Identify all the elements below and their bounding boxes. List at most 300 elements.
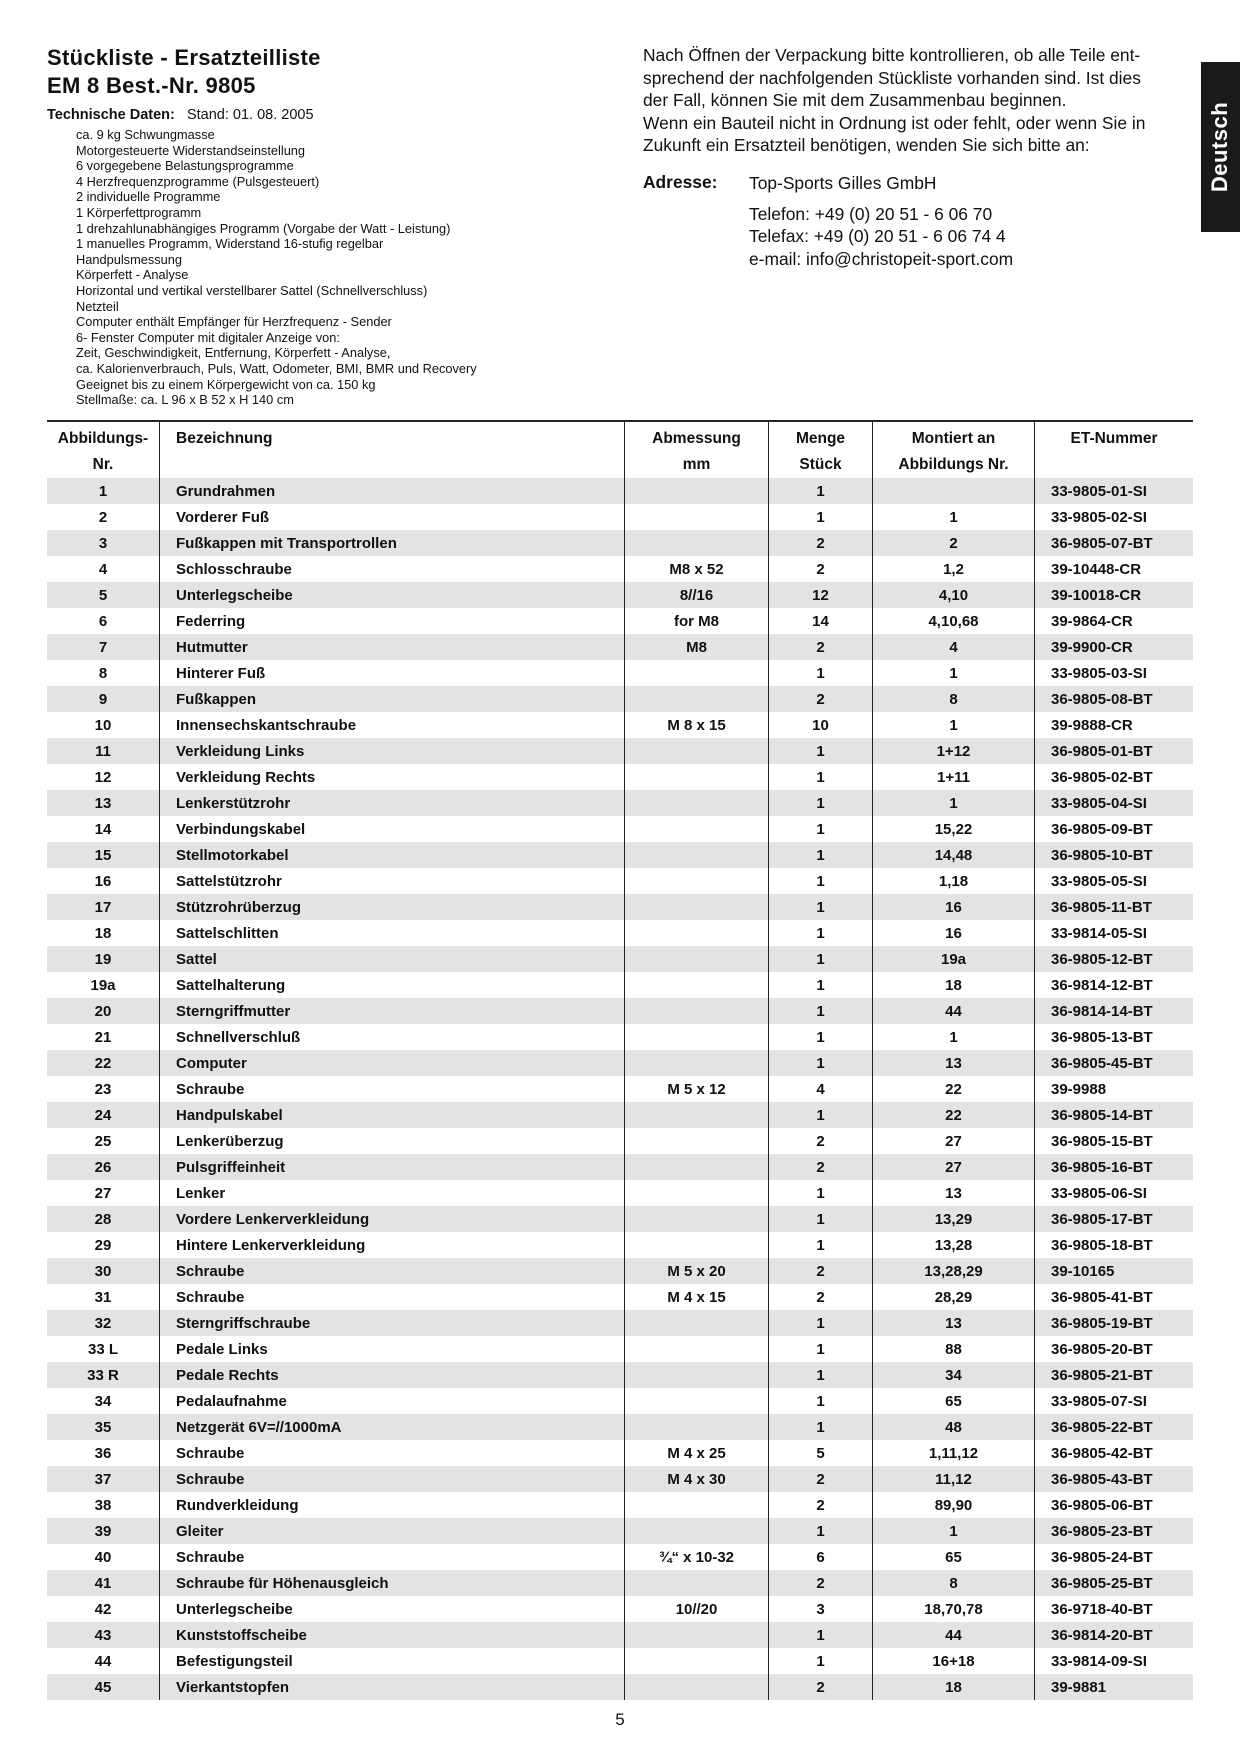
intro-line: Nach Öffnen der Verpackung bitte kontrollieren, ob alle Teile ent-	[643, 45, 1141, 65]
cell-nr: 35	[47, 1414, 160, 1440]
cell-abmessung: M 4 x 30	[625, 1466, 769, 1492]
cell-abmessung	[625, 1518, 769, 1544]
table-row	[47, 1050, 1193, 1076]
table-row	[47, 1206, 1193, 1232]
cell-et-nummer: 36-9805-22-BT	[1035, 1414, 1194, 1440]
title-line-1: Stückliste - Ersatzteilliste	[47, 45, 321, 70]
cell-montiert: 1	[873, 660, 1035, 686]
cell-montiert: 1	[873, 504, 1035, 530]
cell-abmessung	[625, 790, 769, 816]
spec-item: Zeit, Geschwindigkeit, Entfernung, Körperfett - Analyse,	[76, 345, 391, 361]
spec-item: ca. Kalorienverbrauch, Puls, Watt, Odometer, BMI, BMR und Recovery	[76, 360, 477, 376]
cell-montiert: 4,10	[873, 582, 1035, 608]
cell-abmessung	[625, 504, 769, 530]
cell-menge: 2	[769, 1466, 873, 1492]
cell-montiert: 22	[873, 1076, 1035, 1102]
cell-et-nummer: 36-9805-23-BT	[1035, 1518, 1194, 1544]
language-tab-label: Deutsch	[1207, 101, 1233, 193]
cell-montiert: 13	[873, 1050, 1035, 1076]
cell-bezeichnung: Unterlegscheibe	[160, 582, 625, 608]
table-row	[47, 1102, 1193, 1128]
cell-nr: 13	[47, 790, 160, 816]
table-row	[47, 998, 1193, 1024]
header-nr: Abbildungs- Nr.	[47, 421, 160, 478]
address-company: Top-Sports Gilles GmbH	[749, 173, 937, 193]
page-number: 5	[615, 1710, 625, 1729]
cell-nr: 25	[94, 1132, 112, 1150]
address-label: Adresse:	[643, 172, 718, 192]
table-row	[47, 556, 1193, 582]
cell-et-nummer: 39-9900-CR	[1035, 634, 1194, 660]
cell-abmessung	[625, 1232, 769, 1258]
cell-montiert: 22	[873, 1102, 1035, 1128]
table-header-row	[47, 421, 1193, 478]
header-bezeichnung: Bezeichnung	[160, 421, 625, 478]
cell-bezeichnung: Schraube	[160, 1466, 625, 1492]
cell-nr: 44	[94, 1652, 112, 1670]
table-row	[47, 920, 1193, 946]
cell-menge: 2	[769, 556, 873, 582]
cell-et-nummer: 36-9805-25-BT	[1035, 1570, 1194, 1596]
header-montiert: Montiert an Abbildungs Nr.	[873, 421, 1035, 478]
table-row	[47, 660, 1193, 686]
cell-abmessung	[625, 1024, 769, 1050]
cell-et-nummer: 39-9881	[1035, 1674, 1194, 1700]
cell-bezeichnung: Befestigungsteil	[160, 1648, 625, 1674]
cell-nr: 30	[47, 1258, 160, 1284]
cell-nr: 38	[94, 1496, 112, 1514]
cell-et-nummer: 36-9805-43-BT	[1035, 1466, 1194, 1492]
cell-menge: 1	[769, 868, 873, 894]
spec-item: 6 vorgegebene Belastungsprogramme	[76, 158, 294, 174]
cell-nr: 36	[94, 1444, 112, 1462]
cell-nr: 29	[94, 1236, 112, 1254]
cell-et-nummer: 33-9814-05-SI	[1035, 920, 1194, 946]
cell-abmessung: 10//20	[625, 1596, 769, 1622]
table-row	[47, 608, 1193, 634]
cell-bezeichnung: Schraube	[160, 1544, 625, 1570]
cell-bezeichnung: Unterlegscheibe	[160, 1596, 625, 1622]
intro-line: Wenn ein Bauteil nicht in Ordnung ist oder fehlt, oder wenn Sie in	[643, 112, 1146, 133]
cell-menge: 1	[769, 764, 873, 790]
cell-montiert: 13,28	[873, 1232, 1035, 1258]
cell-abmessung: M8 x 52	[625, 556, 769, 582]
title-line-2: EM 8 Best.-Nr. 9805	[47, 73, 256, 98]
cell-menge: 1	[769, 478, 873, 504]
cell-montiert: 27	[873, 1128, 1035, 1154]
cell-abmessung	[625, 1674, 769, 1700]
cell-bezeichnung: Stützrohrüberzug	[160, 894, 625, 920]
cell-menge: 1	[769, 1362, 873, 1388]
cell-nr: 20	[47, 998, 160, 1024]
cell-menge: 1	[769, 738, 873, 764]
cell-abmessung	[625, 1050, 769, 1076]
document-title	[47, 44, 321, 100]
cell-nr: 17	[47, 894, 160, 920]
cell-montiert: 65	[873, 1388, 1035, 1414]
spec-item: 4 Herzfrequenzprogramme (Pulsgesteuert)	[76, 173, 320, 189]
cell-montiert: 13,29	[873, 1206, 1035, 1232]
spec-item: 6- Fenster Computer mit digitaler Anzeige von:	[76, 329, 340, 345]
cell-montiert: 11,12	[873, 1466, 1035, 1492]
cell-montiert: 2	[873, 530, 1035, 556]
cell-abmessung: ¾“ x 10-32	[625, 1544, 769, 1570]
cell-montiert: 15,22	[873, 816, 1035, 842]
table-row	[47, 816, 1193, 842]
cell-abmessung: M8	[625, 634, 769, 660]
cell-nr: 23	[94, 1080, 112, 1098]
cell-montiert: 8	[873, 1570, 1035, 1596]
tech-data-label: Technische Daten:	[47, 107, 175, 123]
cell-abmessung	[625, 1648, 769, 1674]
table-row	[47, 1518, 1193, 1544]
table-row	[47, 1310, 1193, 1336]
table-row	[47, 712, 1193, 738]
cell-et-nummer: 39-9864-CR	[1035, 608, 1194, 634]
cell-nr: 34	[94, 1392, 112, 1410]
cell-montiert: 1	[873, 1518, 1035, 1544]
cell-et-nummer: 33-9805-07-SI	[1035, 1388, 1194, 1414]
cell-menge: 1	[769, 790, 873, 816]
cell-nr: 6	[98, 612, 108, 630]
cell-et-nummer: 36-9805-20-BT	[1035, 1336, 1194, 1362]
cell-nr: 40	[94, 1548, 112, 1566]
cell-abmessung	[625, 1362, 769, 1388]
spec-list	[76, 127, 477, 408]
cell-menge: 1	[769, 946, 873, 972]
tech-data-stand: Stand: 01. 08. 2005	[186, 107, 314, 123]
cell-nr: 11	[47, 738, 160, 764]
spec-item: Netzteil	[76, 298, 119, 314]
cell-abmessung	[625, 1154, 769, 1180]
cell-nr: 4	[98, 560, 108, 578]
cell-menge: 1	[769, 894, 873, 920]
cell-abmessung	[625, 972, 769, 998]
cell-menge: 2	[769, 1674, 873, 1700]
cell-et-nummer: 36-9805-02-BT	[1035, 764, 1194, 790]
language-tab	[1201, 62, 1240, 232]
table-row	[47, 972, 1193, 998]
cell-menge: 2	[769, 1128, 873, 1154]
cell-nr: 14	[94, 820, 112, 838]
table-row	[47, 764, 1193, 790]
cell-nr: 31	[94, 1288, 112, 1306]
cell-menge: 1	[769, 842, 873, 868]
cell-bezeichnung: Rundverkleidung	[160, 1492, 625, 1518]
cell-bezeichnung: Pulsgriffeinheit	[160, 1154, 625, 1180]
table-row	[47, 1362, 1193, 1388]
table-row	[47, 1154, 1193, 1180]
cell-bezeichnung: Gleiter	[160, 1518, 625, 1544]
table-row	[47, 1596, 1193, 1622]
cell-bezeichnung: Pedale Rechts	[160, 1362, 625, 1388]
cell-menge: 3	[769, 1596, 873, 1622]
cell-et-nummer: 33-9805-01-SI	[1035, 478, 1194, 504]
cell-menge: 14	[769, 608, 873, 634]
table-row	[47, 894, 1193, 920]
cell-et-nummer: 36-9805-18-BT	[1035, 1232, 1194, 1258]
cell-bezeichnung: Hintere Lenkerverkleidung	[160, 1232, 625, 1258]
cell-montiert: 13	[873, 1180, 1035, 1206]
cell-abmessung	[625, 1414, 769, 1440]
cell-et-nummer: 36-9805-42-BT	[1035, 1440, 1194, 1466]
cell-abmessung	[625, 764, 769, 790]
cell-montiert: 1,2	[873, 556, 1035, 582]
table-row	[47, 1258, 1193, 1284]
cell-menge: 4	[769, 1076, 873, 1102]
cell-et-nummer: 36-9805-19-BT	[1035, 1310, 1194, 1336]
spec-item: 1 drehzahlunabhängiges Programm (Vorgabe der Watt - Leistung)	[76, 220, 451, 236]
cell-bezeichnung: Sattelhalterung	[160, 972, 625, 998]
cell-menge: 1	[769, 1648, 873, 1674]
cell-menge: 12	[769, 582, 873, 608]
cell-abmessung	[625, 686, 769, 712]
table-row	[47, 1570, 1193, 1596]
cell-bezeichnung: Vorderer Fuß	[160, 504, 625, 530]
cell-abmessung	[625, 1128, 769, 1154]
cell-nr: 16	[94, 872, 112, 890]
cell-et-nummer: 36-9805-21-BT	[1035, 1362, 1194, 1388]
spec-item: 1 manuelles Programm, Widerstand 16-stufig regelbar	[76, 236, 384, 252]
table-row	[47, 478, 1193, 504]
cell-bezeichnung: Schraube für Höhenausgleich	[160, 1570, 625, 1596]
cell-abmessung: M 5 x 12	[625, 1076, 769, 1102]
cell-nr: 43	[47, 1622, 160, 1648]
cell-bezeichnung: Fußkappen mit Transportrollen	[160, 530, 625, 556]
cell-montiert: 34	[873, 1362, 1035, 1388]
cell-bezeichnung: Hinterer Fuß	[160, 660, 625, 686]
cell-nr: 26	[47, 1154, 160, 1180]
cell-montiert: 4	[873, 634, 1035, 660]
cell-bezeichnung: Netzgerät 6V=//1000mA	[160, 1414, 625, 1440]
cell-abmessung	[625, 1570, 769, 1596]
cell-menge: 2	[769, 686, 873, 712]
spec-item: Motorgesteuerte Widerstandseinstellung	[76, 142, 306, 158]
table-row	[47, 1336, 1193, 1362]
cell-montiert: 4,10,68	[873, 608, 1035, 634]
table-row	[47, 842, 1193, 868]
tech-data-heading	[47, 107, 314, 123]
cell-bezeichnung: Schraube	[160, 1440, 625, 1466]
cell-nr: 22	[47, 1050, 160, 1076]
cell-bezeichnung: Schlosschraube	[160, 556, 625, 582]
cell-montiert: 18,70,78	[873, 1596, 1035, 1622]
cell-et-nummer: 36-9805-14-BT	[1035, 1102, 1194, 1128]
address-fax: Telefax: +49 (0) 20 51 - 6 06 74 4	[749, 226, 1006, 247]
cell-menge: 6	[769, 1544, 873, 1570]
intro-text	[643, 44, 1198, 157]
cell-nr: 5	[47, 582, 160, 608]
cell-montiert: 1	[873, 790, 1035, 816]
cell-abmessung	[625, 894, 769, 920]
cell-nr: 32	[47, 1310, 160, 1336]
spec-item: Körperfett - Analyse	[76, 267, 189, 283]
cell-et-nummer: 36-9805-11-BT	[1035, 894, 1194, 920]
cell-montiert: 1+11	[873, 764, 1035, 790]
cell-et-nummer: 39-9888-CR	[1035, 712, 1194, 738]
cell-nr: 27	[94, 1184, 112, 1202]
cell-montiert: 88	[873, 1336, 1035, 1362]
cell-et-nummer: 39-10165	[1035, 1258, 1194, 1284]
cell-et-nummer: 36-9814-12-BT	[1035, 972, 1194, 998]
cell-nr: 18	[94, 924, 112, 942]
cell-nr: 21	[94, 1028, 112, 1046]
cell-abmessung	[625, 530, 769, 556]
cell-et-nummer: 36-9718-40-BT	[1035, 1596, 1194, 1622]
cell-montiert: 89,90	[873, 1492, 1035, 1518]
cell-et-nummer: 36-9805-06-BT	[1035, 1492, 1194, 1518]
cell-bezeichnung: Vordere Lenkerverkleidung	[160, 1206, 625, 1232]
cell-menge: 1	[769, 1206, 873, 1232]
cell-montiert: 18	[873, 972, 1035, 998]
cell-bezeichnung: Schraube	[160, 1076, 625, 1102]
cell-menge: 1	[769, 1102, 873, 1128]
table-row	[47, 738, 1193, 764]
cell-bezeichnung: Schraube	[160, 1284, 625, 1310]
cell-nr: 33 L	[87, 1340, 118, 1358]
cell-menge: 2	[769, 1258, 873, 1284]
cell-montiert: 16	[873, 894, 1035, 920]
address-email: e-mail: info@christopeit-sport.com	[749, 248, 1014, 269]
cell-bezeichnung: Schnellverschluß	[160, 1024, 625, 1050]
table-row	[47, 1440, 1193, 1466]
cell-abmessung: M 4 x 15	[625, 1284, 769, 1310]
cell-montiert: 1,11,12	[873, 1440, 1035, 1466]
cell-abmessung	[625, 1388, 769, 1414]
cell-et-nummer: 36-9805-45-BT	[1035, 1050, 1194, 1076]
cell-nr: 39	[47, 1518, 160, 1544]
table-row	[47, 1388, 1193, 1414]
cell-nr: 33 R	[47, 1362, 160, 1388]
cell-menge: 5	[769, 1440, 873, 1466]
cell-menge: 1	[769, 1622, 873, 1648]
cell-abmessung	[625, 1206, 769, 1232]
cell-abmessung	[625, 842, 769, 868]
cell-montiert: 1	[873, 712, 1035, 738]
cell-abmessung	[625, 946, 769, 972]
table-row	[47, 1414, 1193, 1440]
cell-bezeichnung: Sattel	[160, 946, 625, 972]
cell-et-nummer: 36-9805-16-BT	[1035, 1154, 1194, 1180]
cell-nr: 3	[47, 530, 160, 556]
cell-montiert: 28,29	[873, 1284, 1035, 1310]
cell-nr: 12	[94, 768, 112, 786]
table-row	[47, 1648, 1193, 1674]
cell-abmessung	[625, 816, 769, 842]
cell-abmessung	[625, 1622, 769, 1648]
cell-bezeichnung: Schraube	[160, 1258, 625, 1284]
intro-line: Zukunft ein Ersatzteil benötigen, wenden Sie sich bitte an:	[643, 135, 1090, 156]
cell-nr: 19a	[90, 976, 116, 994]
cell-abmessung	[625, 1180, 769, 1206]
cell-nr: 19	[47, 946, 160, 972]
cell-nr: 9	[47, 686, 160, 712]
cell-menge: 1	[769, 1414, 873, 1440]
cell-et-nummer: 33-9805-06-SI	[1035, 1180, 1194, 1206]
parts-table	[47, 420, 1193, 1700]
cell-bezeichnung: Sterngriffschraube	[160, 1310, 625, 1336]
cell-et-nummer: 36-9814-20-BT	[1035, 1622, 1194, 1648]
cell-abmessung: 8//16	[625, 582, 769, 608]
cell-bezeichnung: Pedale Links	[160, 1336, 625, 1362]
cell-et-nummer: 36-9805-13-BT	[1035, 1024, 1194, 1050]
cell-et-nummer: 33-9814-09-SI	[1035, 1648, 1194, 1674]
table-row	[47, 634, 1193, 660]
cell-montiert: 44	[873, 1622, 1035, 1648]
cell-bezeichnung: Verkleidung Rechts	[160, 764, 625, 790]
cell-nr: 2	[98, 508, 108, 526]
cell-bezeichnung: Fußkappen	[160, 686, 625, 712]
cell-et-nummer: 36-9805-12-BT	[1035, 946, 1194, 972]
cell-et-nummer: 36-9805-10-BT	[1035, 842, 1194, 868]
table-row	[47, 582, 1193, 608]
cell-montiert: 65	[873, 1544, 1035, 1570]
cell-bezeichnung: Sterngriffmutter	[160, 998, 625, 1024]
cell-montiert: 48	[873, 1414, 1035, 1440]
spec-item: Horizontal und vertikal verstellbarer Sattel (Schnellverschluss)	[76, 282, 428, 298]
cell-menge: 1	[769, 1518, 873, 1544]
cell-bezeichnung: Handpulskabel	[160, 1102, 625, 1128]
cell-nr: 10	[94, 716, 112, 734]
cell-abmessung	[625, 1310, 769, 1336]
cell-et-nummer: 33-9805-04-SI	[1035, 790, 1194, 816]
table-row	[47, 790, 1193, 816]
cell-bezeichnung: Federring	[160, 608, 625, 634]
cell-bezeichnung: Verbindungskabel	[160, 816, 625, 842]
cell-bezeichnung: Verkleidung Links	[160, 738, 625, 764]
cell-menge: 1	[769, 1232, 873, 1258]
cell-nr: 15	[47, 842, 160, 868]
spec-item: 2 individuelle Programme	[76, 189, 221, 205]
table-row	[47, 1492, 1193, 1518]
header-abmessung: Abmessung mm	[625, 421, 769, 478]
table-row	[47, 1544, 1193, 1570]
cell-menge: 1	[769, 1336, 873, 1362]
cell-nr: 41	[47, 1570, 160, 1596]
cell-et-nummer: 36-9805-09-BT	[1035, 816, 1194, 842]
cell-menge: 1	[769, 1024, 873, 1050]
cell-et-nummer: 36-9805-17-BT	[1035, 1206, 1194, 1232]
cell-menge: 1	[769, 504, 873, 530]
header-et-nummer: ET-Nummer	[1035, 421, 1194, 478]
cell-montiert: 16	[873, 920, 1035, 946]
cell-et-nummer: 39-9988	[1035, 1076, 1194, 1102]
cell-menge: 10	[769, 712, 873, 738]
cell-menge: 2	[769, 1154, 873, 1180]
cell-abmessung: M 4 x 25	[625, 1440, 769, 1466]
cell-et-nummer: 36-9805-08-BT	[1035, 686, 1194, 712]
cell-abmessung	[625, 478, 769, 504]
cell-bezeichnung: Lenker	[160, 1180, 625, 1206]
cell-montiert: 8	[873, 686, 1035, 712]
cell-menge: 1	[769, 1180, 873, 1206]
cell-abmessung	[625, 738, 769, 764]
table-row	[47, 504, 1193, 530]
cell-nr: 8	[98, 664, 108, 682]
table-row	[47, 1622, 1193, 1648]
table-row	[47, 1674, 1193, 1700]
cell-bezeichnung: Vierkantstopfen	[160, 1674, 625, 1700]
cell-et-nummer: 36-9805-15-BT	[1035, 1128, 1194, 1154]
cell-menge: 1	[769, 1050, 873, 1076]
cell-menge: 2	[769, 634, 873, 660]
cell-menge: 1	[769, 1388, 873, 1414]
cell-menge: 2	[769, 530, 873, 556]
cell-et-nummer: 36-9805-41-BT	[1035, 1284, 1194, 1310]
table-row	[47, 1232, 1193, 1258]
cell-bezeichnung: Stellmotorkabel	[160, 842, 625, 868]
cell-nr: 24	[47, 1102, 160, 1128]
